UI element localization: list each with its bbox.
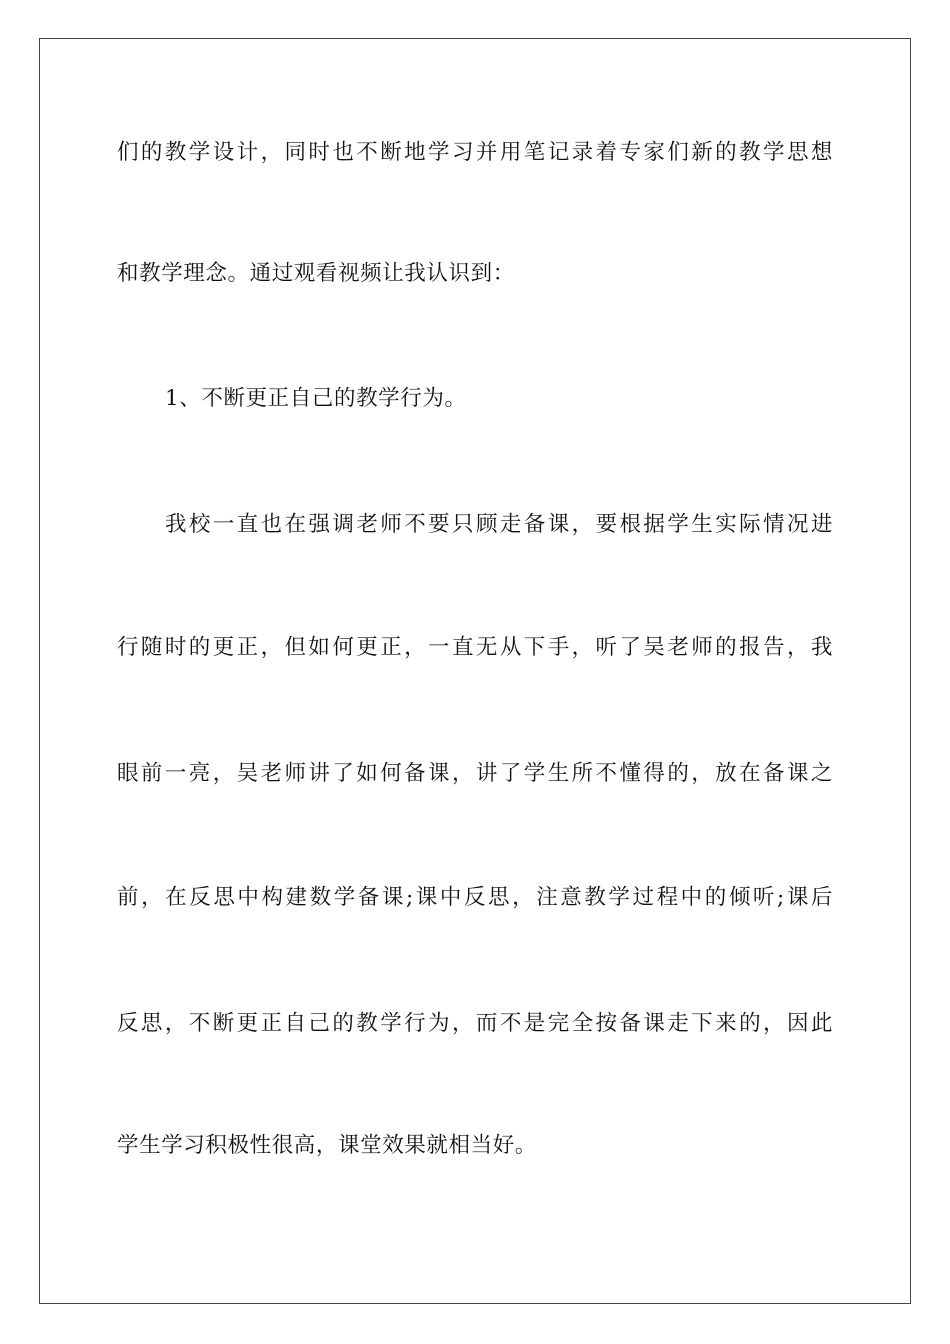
text-line-9: 学生学习积极性很高，课堂效果就相当好。 <box>117 1133 537 1158</box>
text-line-8: 反思，不断更正自己的教学行为，而不是完全按备课走下来的，因此 <box>117 1011 833 1036</box>
text-line-1: 们的教学设计，同时也不断地学习并用笔记录着专家们新的教学思想 <box>117 140 833 165</box>
text-line-6: 眼前一亮，吴老师讲了如何备课，讲了学生所不懂得的，放在备课之 <box>117 761 833 786</box>
text-line-5: 行随时的更正，但如何更正，一直无从下手，听了吴老师的报告，我 <box>117 635 833 660</box>
text-line-7: 前，在反思中构建数学备课;课中反思，注意教学过程中的倾听;课后 <box>117 885 833 910</box>
text-line-2: 和教学理念。通过观看视频让我认识到： <box>117 261 515 286</box>
page-border <box>39 38 911 1304</box>
list-item-1: 1、不断更正自己的教学行为。 <box>165 386 467 411</box>
text-line-4: 我校一直也在强调老师不要只顾走备课，要根据学生实际情况进 <box>165 512 833 537</box>
